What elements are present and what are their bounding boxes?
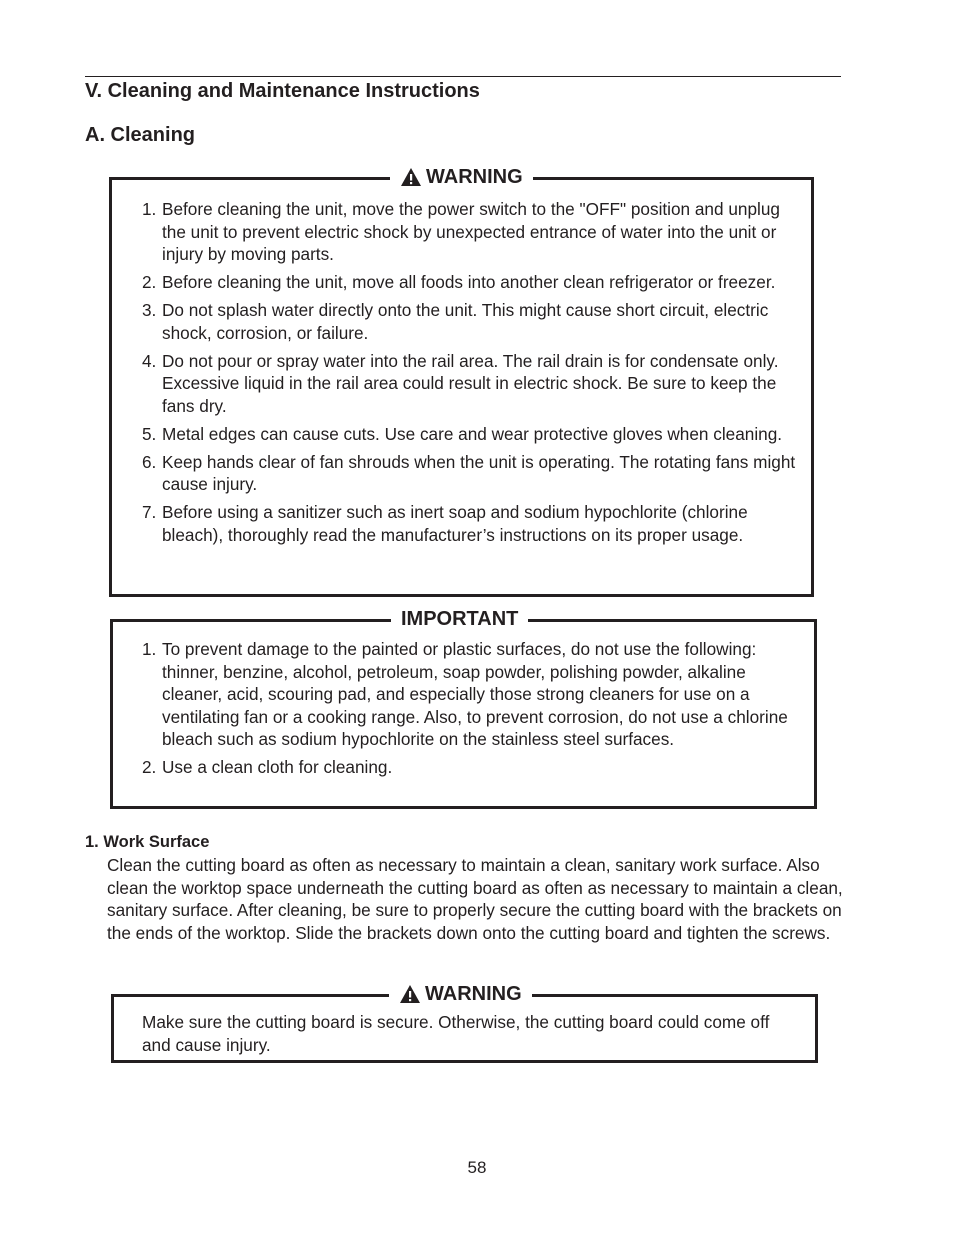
list-item: 1. Before cleaning the unit, move the power switch to the "OFF" position and unplug the unit to prevent electric shock by unexpected entrance of water into the unit or injury by moving parts.: [142, 199, 780, 264]
warning-box-1: [109, 166, 814, 597]
warning-list-1: [142, 198, 804, 546]
warning-box-2-heading: [389, 981, 532, 1007]
top-rule: [85, 76, 841, 77]
list-item: 2. Before cleaning the unit, move all foods into another clean refrigerator or freezer.: [142, 272, 776, 292]
warning-box-1-heading: [390, 164, 533, 190]
list-item: 5. Metal edges can cause cuts. Use care and wear protective gloves when cleaning.: [142, 423, 783, 444]
list-item: 2. Use a clean cloth for cleaning.: [142, 757, 393, 777]
warning-box-2: [111, 983, 818, 1063]
warning-box-2-text: Make sure the cutting board is secure. Otherwise, the cutting board could come off and cause injury.: [142, 1012, 770, 1055]
list-item: 6. Keep hands clear of fan shrouds when the unit is operating. The rotating fans might cause injury.: [142, 451, 796, 494]
list-item: 7. Before using a sanitizer such as inert soap and sodium hypochlorite (chlorine bleach), thoroughly read the manufacturer’s instructions on its proper usage.: [142, 502, 748, 545]
important-list: [142, 638, 804, 779]
page-number: 58: [467, 1158, 487, 1177]
warning-box-1-title: WARNING: [426, 166, 523, 188]
work-surface-heading: 1. Work Surface: [85, 833, 210, 851]
important-box: [110, 608, 817, 809]
important-box-title: IMPORTANT: [401, 608, 519, 630]
warning-triangle-icon: [400, 167, 422, 187]
list-item: 4. Do not pour or spray water into the rail area. The rail drain is for condensate only. Excessive liquid in the rail area could result in electric shock. Be sure to keep the fans dry.: [142, 350, 779, 416]
list-item: 1. To prevent damage to the painted or plastic surfaces, do not use the following: thinner, benzine, alcohol, petroleum, soap powder, polishing powder, alkaline cleaner, acid, scouring pad, and especially those strong cleaners for use on a ventilating fan or a cooking range. Also, to prevent corrosion, do not use a chlorine bleach such as sodium hypochlorite on the stainless steel surfaces.: [142, 639, 788, 749]
important-box-heading: [391, 606, 528, 632]
list-item: 3. Do not splash water directly onto the unit. This might cause short circuit, electric shock, corrosion, or failure.: [142, 300, 769, 343]
section-title: V. Cleaning and Maintenance Instructions: [85, 80, 480, 102]
subsection-title: A. Cleaning: [85, 124, 196, 146]
warning-triangle-icon: [399, 984, 421, 1004]
warning-box-2-title: WARNING: [425, 983, 522, 1005]
work-surface-body: Clean the cutting board as often as necessary to maintain a clean, sanitary work surface. Also clean the worktop space underneath the cutting board as often as necessary to maintain a clean, sanitary surface. After cleaning, be sure to properly secure the cutting board with the brackets on the ends of the worktop. Slide the brackets down onto the cutting board and tighten the screws.: [107, 855, 843, 943]
